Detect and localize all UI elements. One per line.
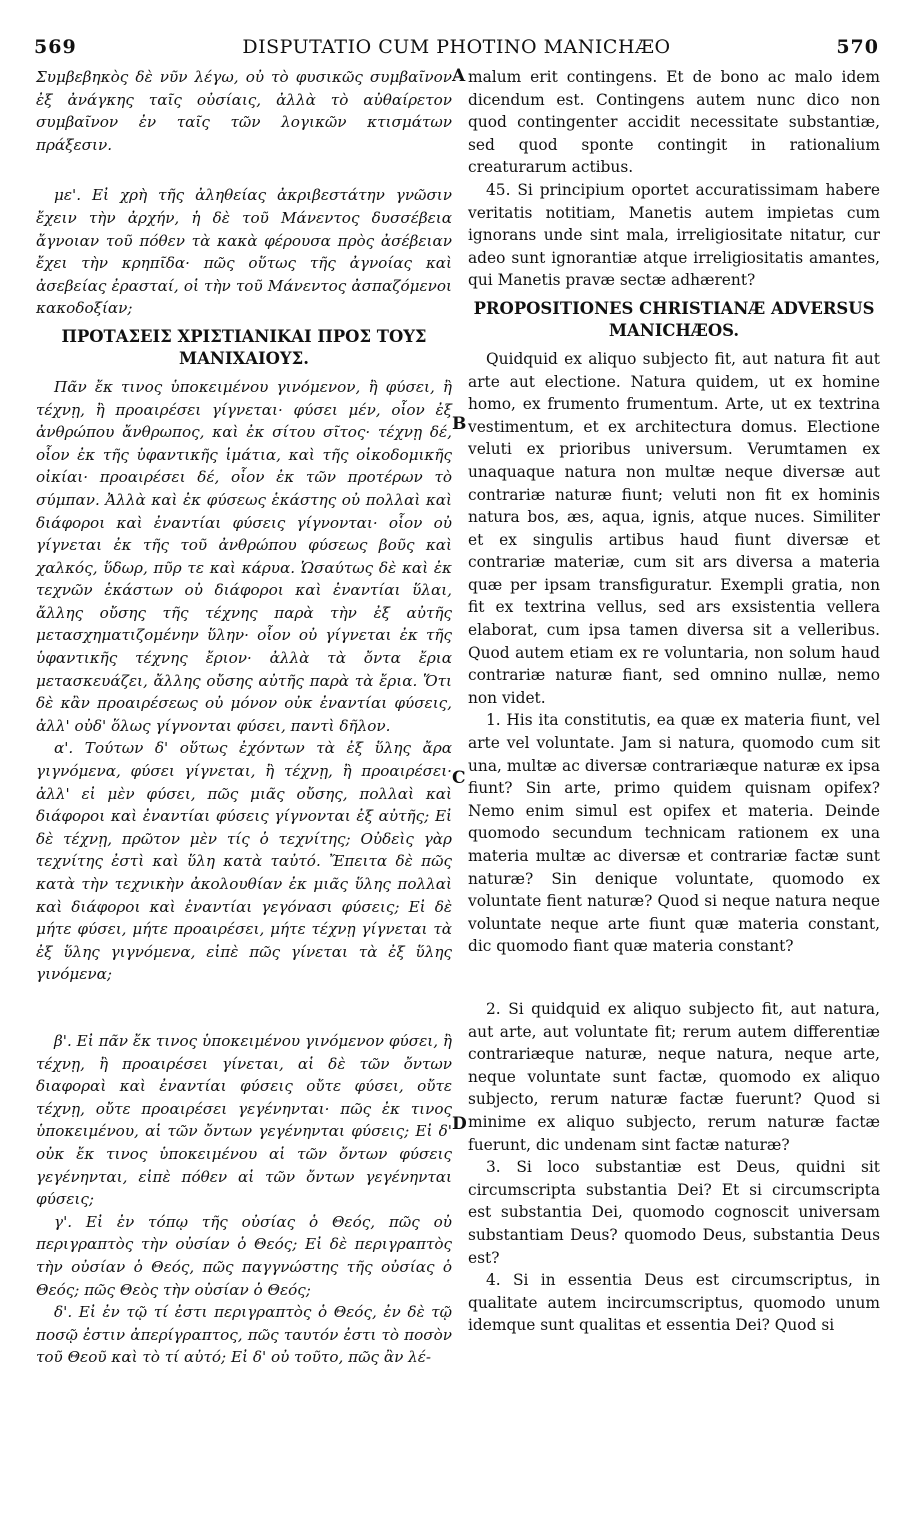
margin-marker-c: C — [452, 768, 466, 788]
greek-paragraph: β'. Εἰ πᾶν ἔκ τινος ὑποκειμένου γινόμενον φύσει, ἢ τέχνῃ, ἢ προαιρέσει γίνεται, αἱ δὲ τῶν ὄντων διαφοραὶ καὶ ἐναντίαι φύσεις οὔτε φύσει, οὔτε τέχνῃ, οὔτε προαιρέσει γεγένηνται· πῶς ἐκ τινος ὑποκειμένου, αἱ τῶν ὄντων γεγένηνται φύσεις; Εἰ δ' οὐκ ἔκ τινος ὑποκειμένου αἱ τῶν ὄντων φύσεις γεγένηνται, εἰπὲ πόθεν αἱ τῶν ὄντων γεγένηνται φύσεις; — [36, 1031, 452, 1209]
margin-marker-d: D — [452, 1114, 467, 1134]
latin-paragraph: 1. His ita constitutis, ea quæ ex materia fiunt, vel arte vel voluntate. Jam si natura, quomodo cum sit una, multæ ac diversæ contrariæque naturæ ex ipsa fiunt? Sin arte, primo quidem quisnam opifex? Nemo enim simul est opifex et materia. Deinde quomodo secundum technicam rationem ex una materia multæ ac diversæ et contrariæ factæ sunt naturæ? Sin denique voluntate, quomodo ex voluntate fient naturæ? Quod si neque natura neque voluntate neque arte fiunt quæ materia constant, dic quomodo fiant quæ materia constant? — [468, 711, 880, 956]
latin-paragraph: 2. Si quidquid ex aliquo subjecto fit, aut natura, aut arte, aut voluntate fit; rerum autem differentiæ contrariæque naturæ, neque natura, neque arte, neque voluntate sunt factæ, quomodo ex aliquo subjecto, rerum naturæ factæ fuerunt? Quod si minime ex aliquo subjecto, rerum naturæ factæ fuerunt, dic undenam sint factæ naturæ? — [468, 999, 880, 1154]
left-page-number: 569 — [34, 36, 77, 58]
margin-marker-b: B — [452, 414, 467, 434]
latin-paragraph: 45. Si principium oportet accuratissimam habere veritatis notitiam, Manetis autem impietas cum ignorans unde sint mala, irreligiositate nitatur, cur adeo sunt ignorantiæ atque irreligiositatis amantes, qui Manetis pravæ sectæ adhærent? — [468, 180, 880, 290]
running-header — [34, 36, 879, 62]
greek-paragraph: Πᾶν ἔκ τινος ὑποκειμένου γινόμενον, ἢ φύσει, ἢ τέχνῃ, ἢ προαιρέσει γίγνεται· φύσει μέν, οἷον ἐξ ἀνθρώπου ἄνθρωπος, καὶ ἐκ σίτου σῖτος· τέχνῃ δέ, οἷον ἐκ τῆς ὑφαντικῆς ἱμάτια, καὶ τῆς οἰκοδομικῆς οἰκίαι· προαιρέσει δέ, οἷον ἐκ τῶν προτέρων τὸ σύμπαν. Ἀλλὰ καὶ ἐκ φύσεως ἑκάστης οὐ πολλαὶ καὶ διάφοροι καὶ ἐναντίαι φύσεις γίγνονται· οἷον οὐ γίγνεται ἐκ τῆς τοῦ ἀνθρώπου φύσεως βοῦς καὶ χαλκός, ὕδωρ, πῦρ τε καὶ κάρυα. Ὡσαύτως δὲ καὶ ἐκ τεχνῶν ἑκάστων οὐ διάφοροι καὶ ἐναντίαι ὕλαι, ἄλλης οὔσης τῆς τέχνης παρὰ τὴν ἐξ αὐτῆς μετασχηματιζομένην ὕλην· οἷον οὐ γίγνεται ἐκ τῆς ὑφαντικῆς τέχνης ἔριον· ἀλλὰ τὰ ὄντα ἔρια μετασκευάζει, ἄλλης οὔσης αὐτῆς παρὰ τὰ ἔρια. Ὅτι δὲ κἂν προαιρέσεως οὐ μόνον οὐκ ἐναντίαι φύσεις, ἀλλ' οὐδ' ὅλως γίγνονται φύσει, παντὶ δῆλον. — [36, 377, 452, 735]
greek-section-heading: ΠΡΟΤΑΣΕΙΣ ΧΡΙΣΤΙΑΝΙΚΑΙ ΠΡΟΣ ΤΟΥΣ ΜΑΝΙΧΑΙΟΥΣ. — [61, 326, 427, 368]
latin-paragraph: Quidquid ex aliquo subjecto fit, aut natura fit aut arte aut electione. Natura quidem, ut ex homine homo, ex frumento frumentum. Arte, ut ex textrina vestimentum, et ex architectura domus. Electione veluti ex prioribus universum. Verumtamen ex unaquaque natura non multæ neque diversæ aut contrariæ naturæ fiunt; veluti non fit ex hominis natura bos, æs, aqua, ignis, atque nuces. Similiter et ex singulis artibus haud fiunt diversæ et contrariæ materiæ, cum sit ars diversa a materia quæ per ipsam transfiguratur. Exempli gratia, non fit ex textrina vellus, sed ars exsistentia vellera elaborat, cum ipsa tamen diversa sit a velleribus. Quod autem etiam ex re voluntaria, non solum haud contrariæ naturæ fiant, sed omnino nullæ, nemo non videt. — [468, 349, 880, 707]
latin-paragraph: 4. Si in essentia Deus est circumscriptus, in qualitate autem incircumscriptus, quomodo unum idemque sunt qualitas et essentia Dei? Quod si — [468, 1271, 880, 1335]
greek-paragraph: δ'. Εἰ ἐν τῷ τί ἐστι περιγραπτὸς ὁ Θεός, ἐν δὲ τῷ ποσῷ ἐστιν ἀπερίγραπτος, πῶς ταυτόν ἐστι τὸ ποσὸν τοῦ Θεοῦ καὶ τὸ τί αὐτό; Εἰ δ' οὐ τοῦτο, πῶς ἂν λέ- — [36, 1303, 452, 1367]
greek-paragraph: α'. Τούτων δ' οὕτως ἐχόντων τὰ ἐξ ὕλης ἄρα γιγνόμενα, φύσει γίγνεται, ἢ τέχνῃ, ἢ προαιρέσει· ἀλλ' εἰ μὲν φύσει, πῶς μιᾶς οὔσης, πολλαὶ καὶ διάφοροι καὶ ἐναντίαι φύσεις γίγνονται ἐξ αὐτῆς; Εἰ δὲ τέχνῃ, πρῶτον μὲν τίς ὁ τεχνίτης; Οὐδεὶς γὰρ τεχνίτης ἐστὶ καὶ ὕλη κατὰ ταὐτό. Ἔπειτα δὲ πῶς κατὰ τὴν τεχνικὴν ἀκολουθίαν ἐκ μιᾶς ὕλης πολλαὶ καὶ διάφοροι καὶ ἐναντίαι γεγόνασι φύσεις; Εἰ δὲ μήτε φύσει, μήτε προαιρέσει, μήτε τέχνῃ γίγνεται τὰ ἐξ ὕλης γιγνόμενα, εἰπὲ πῶς γίνεται τὰ ἐξ ὕλης γινόμενα; — [36, 739, 452, 984]
greek-paragraph: Συμβεβηκὸς δὲ νῦν λέγω, οὐ τὸ φυσικῶς συμβαῖνον ἐξ ἀνάγκης ταῖς οὐσίαις, ἀλλὰ τὸ αὐθαίρετον συμβαῖνον ἐν ταῖς τῶν λογικῶν κτισμάτων πράξεσιν. — [36, 68, 452, 154]
greek-column — [36, 66, 452, 1369]
right-page-number: 570 — [836, 36, 879, 58]
latin-column — [468, 66, 880, 1337]
latin-paragraph: malum erit contingens. Et de bono ac malo idem dicendum est. Contingens autem nunc dico non quod contingenter accidit necessitate substantiæ, sed quod sponte contingit in rationalium creaturarum actibus. — [468, 68, 880, 177]
margin-marker-a: A — [452, 66, 466, 86]
latin-paragraph: 3. Si loco substantiæ est Deus, quidni sit circumscripta substantia Dei? Et si circumscripta est substantia Dei, quomodo cognoscit universam substantiam Deus? quomodo Deus, substantia Deus est? — [468, 1158, 880, 1267]
latin-section-heading: PROPOSITIONES CHRISTIANÆ ADVERSUS MANICHÆOS. — [473, 298, 875, 340]
running-title: DISPUTATIO CUM PHOTINO MANICHÆO — [242, 36, 671, 58]
greek-paragraph: γ'. Εἰ ἐν τόπῳ τῆς οὐσίας ὁ Θεός, πῶς οὐ περιγραπτὸς τὴν οὐσίαν ὁ Θεός; Εἰ δὲ περιγραπτὸς τὴν οὐσίαν ὁ Θεός, πῶς παγγνώστης τῆς οὐσίας ὁ Θεός; πῶς Θεὸς τὴν οὐσίαν ὁ Θεός; — [36, 1212, 452, 1299]
greek-paragraph: με'. Εἰ χρὴ τῆς ἀληθείας ἀκριβεστάτην γνῶσιν ἔχειν τὴν ἀρχήν, ἡ δὲ τοῦ Μάνεντος δυσσέβεια ἄγνοιαν τοῦ πόθεν τὰ κακὰ φέρουσα πρὸς ἀσέβειαν ἔχει τὴν κρηπῖδα· πῶς οὕτως τῆς ἀγνοίας καὶ ἀσεβείας ἐρασταί, οἱ τὴν τοῦ Μάνεντος ἀσπαζόμενοι κακοδοξίαν; — [36, 186, 452, 318]
